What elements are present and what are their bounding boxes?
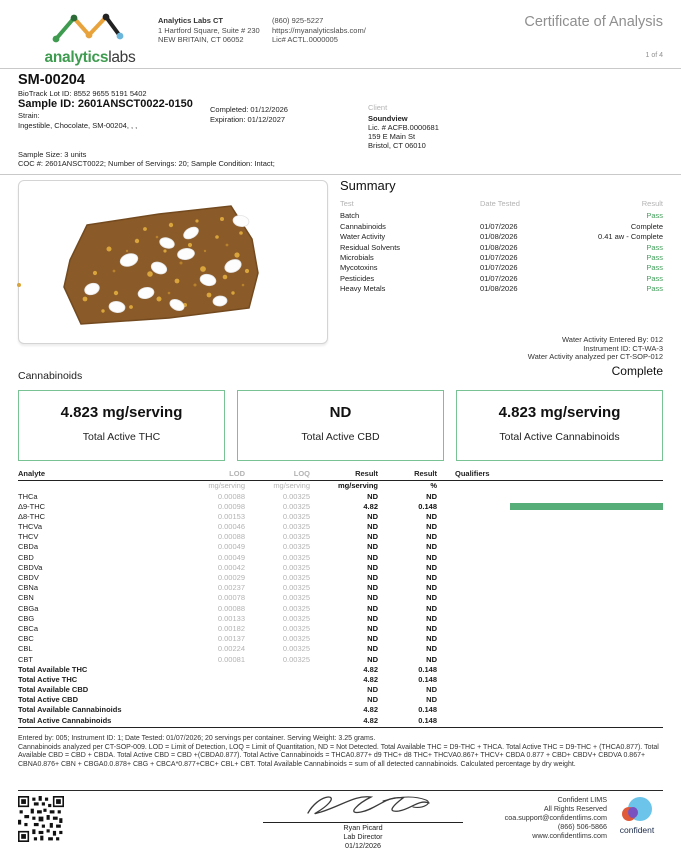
card-value: 4.823 mg/serving [60, 404, 183, 421]
analyte-lod: 0.00137 [217, 634, 245, 644]
analyte-row [18, 502, 663, 512]
analyte-loq: 0.00325 [282, 501, 310, 511]
analyte-row [18, 593, 663, 603]
lims-info-block [505, 795, 607, 840]
analyte-loq: 0.00325 [282, 613, 310, 623]
summary-test: Pesticides [340, 273, 375, 283]
analyte-result-pct: ND [426, 491, 437, 501]
header [0, 0, 681, 69]
summary-col-result: Result [641, 199, 663, 208]
lab-phone: (860) 925-5227 [272, 16, 324, 25]
analyte-result-pct: ND [426, 573, 437, 582]
lims-website-link[interactable]: www.confidentlims.com [532, 831, 607, 840]
analyte-result-pct: 0.148 [418, 501, 437, 511]
analyte-row [18, 624, 663, 634]
analyte-lod: 0.00046 [217, 522, 245, 532]
analyte-loq: 0.00325 [282, 623, 310, 633]
analyte-qualifier-cell [437, 503, 663, 510]
summary-row [340, 284, 663, 294]
analyte-loq: 0.00325 [282, 491, 310, 501]
lab-address-block [158, 16, 260, 45]
product-photo [18, 180, 328, 344]
summary-test: Residual Solvents [340, 242, 401, 252]
analyte-loq: 0.00325 [282, 593, 310, 603]
analyte-result-pct: ND [426, 511, 437, 521]
cannabinoid-card [18, 390, 225, 461]
analyte-name: THCVa [18, 522, 43, 532]
analyte-name: CBGa [18, 603, 39, 613]
total-result-mg: 4.82 [363, 674, 378, 684]
page-number: 1 of 4 [645, 52, 663, 59]
total-result-mg: 4.82 [363, 705, 378, 715]
cannabinoid-cards [18, 390, 663, 461]
analyte-result-pct: ND [426, 522, 437, 532]
strain-label: Strain: [18, 111, 40, 120]
analyte-result-mg: ND [367, 573, 378, 582]
summary-col-test: Test [340, 199, 354, 208]
lab-name: Analytics Labs CT [158, 16, 224, 25]
analyte-result-mg: ND [367, 603, 378, 613]
analyte-result-pct: ND [426, 593, 437, 603]
analyte-name: CBDa [18, 542, 39, 552]
cannabinoid-card [456, 390, 663, 461]
water-activity-notes [528, 336, 663, 362]
logo-word-labs: labs [108, 49, 136, 66]
total-label: Total Active CBD [18, 695, 79, 705]
card-value: 4.823 mg/serving [498, 404, 621, 421]
analyte-result-pct: ND [426, 654, 437, 664]
document-title: Certificate of Analysis [524, 14, 663, 30]
analyte-unit: mg/serving [273, 481, 310, 490]
summary-row [340, 222, 663, 232]
summary-result: 0.41 aw - Complete [597, 232, 663, 242]
confident-logo-icon [622, 797, 652, 823]
analyte-name: CBG [18, 613, 35, 623]
card-label: Total Active Cannabinoids [499, 431, 620, 443]
logo-word-analytics: analytics [44, 49, 109, 66]
analyte-row [18, 512, 663, 522]
qr-code [18, 796, 64, 842]
chocolate-bark-image [19, 181, 327, 343]
analyte-lod: 0.00049 [217, 552, 245, 562]
analyte-col-header: Result [355, 469, 378, 478]
total-row [18, 695, 663, 705]
summary-row [340, 243, 663, 253]
analyte-lod: 0.00042 [217, 562, 245, 572]
summary-date: 01/08/2026 [480, 232, 518, 242]
analyte-result-pct: ND [426, 562, 437, 572]
analyte-loq: 0.00325 [282, 634, 310, 644]
summary-test: Microbials [340, 252, 374, 262]
analyte-loq: 0.00325 [282, 522, 310, 532]
analyte-row [18, 644, 663, 654]
analyte-lod: 0.00224 [217, 644, 245, 654]
analyte-name: CBCa [18, 623, 39, 633]
analyte-col-header: LOQ [293, 469, 310, 478]
summary-result: Pass [646, 252, 663, 262]
biotrack-lot-id: BioTrack Lot ID: 8552 9655 5191 5402 [18, 89, 147, 98]
logo-wordmark [26, 49, 154, 67]
dates-block [210, 105, 288, 125]
summary-header-row [340, 199, 663, 209]
analyte-lod: 0.00088 [217, 603, 245, 613]
lab-address-line2: NEW BRITAIN, CT 06052 [158, 35, 244, 44]
analyte-row [18, 532, 663, 542]
summary-date: 01/08/2026 [480, 242, 518, 252]
analyte-loq: 0.00325 [282, 573, 310, 582]
analyte-lod: 0.00237 [217, 583, 245, 593]
summary-title: Summary [340, 178, 396, 193]
analyte-unit: mg/serving [337, 481, 378, 490]
total-label: Total Available THC [18, 664, 88, 674]
footnote-line2: Cannabinoids analyzed per CT-SOP-009. LOD = Limit of Detection, LOQ = Limit of Quantitation, ND = Not Detected. Total Available THC = D9-THC + THCA. Total Active THC = D9-THC + (THCA0.877). Total Available CBD = CBD + CBDA. Total Active CBD = CBD +(CBDA0.877). Total Active Cannabinoids = THCA0.877+ d9 THC+ d8 THC+ THCVA0.867+ THCV+ CBDA 0.877 + CBD+ CBDV+ CBDVA 0.867+ CBNA0.876+ CBN + CBGA0.0.878+ CBG + CBCA*0.877+CBC+ CBL+ CBT. Total Available Cannabinoids = sum of all detected cannabinoids. Calculated percentage by dry weight. [18, 743, 659, 768]
summary-test: Heavy Metals [340, 284, 386, 294]
analyte-loq: 0.00325 [282, 644, 310, 654]
analyte-result-mg: 4.82 [363, 501, 378, 511]
client-license: Lic. # ACFB.0000681 [368, 123, 439, 132]
lab-address-line1: 1 Hartford Square, Suite # 230 [158, 25, 260, 35]
analyte-result-mg: ND [367, 644, 378, 654]
analyte-loq: 0.00325 [282, 603, 310, 613]
total-result-pct: 0.148 [418, 664, 437, 674]
signature-scribble [263, 791, 463, 817]
analyte-col-header: Result [414, 469, 437, 478]
analyte-result-mg: ND [367, 654, 378, 664]
signer-name: Ryan Picard [343, 823, 383, 832]
analyte-loq: 0.00325 [282, 583, 310, 593]
analyte-lod: 0.00088 [217, 532, 245, 542]
cannabinoids-heading-row [18, 366, 663, 384]
cannabinoid-card [237, 390, 444, 461]
analyte-result-mg: ND [367, 491, 378, 501]
analyte-loq: 0.00325 [282, 562, 310, 572]
analyte-result-mg: ND [367, 634, 378, 644]
total-result-pct: 0.148 [418, 674, 437, 684]
client-address1: 159 E Main St [368, 132, 416, 141]
summary-row [340, 232, 663, 242]
analyte-result-pct: ND [426, 542, 437, 552]
lims-phone: (866) 506-5866 [557, 822, 607, 831]
analyte-result-mg: ND [367, 542, 378, 552]
summary-row [340, 263, 663, 273]
analyte-result-mg: ND [367, 613, 378, 623]
lims-name: Confident LIMS [557, 795, 607, 804]
logo-zigzag-icon [48, 10, 132, 44]
analyte-result-pct: ND [426, 644, 437, 654]
analyte-lod: 0.00088 [217, 491, 245, 501]
wa-entered-by: Water Activity Entered By: 012 [561, 335, 663, 344]
card-label: Total Active CBD [301, 431, 380, 443]
table-bottom-rule [18, 727, 663, 728]
analyte-unit: % [430, 481, 437, 490]
divider [0, 174, 681, 175]
summary-section [340, 178, 663, 295]
total-result-pct: 0.148 [418, 705, 437, 715]
confident-wordmark: confident [619, 825, 655, 835]
sample-id: Sample ID: 2601ANSCT0022-0150 [18, 98, 193, 110]
analyte-lod: 0.00029 [217, 573, 245, 582]
lims-rights: All Rights Reserved [543, 804, 607, 813]
analyte-unit: mg/serving [208, 481, 245, 490]
analyte-result-mg: ND [367, 623, 378, 633]
total-result-mg: 4.82 [363, 715, 378, 725]
summary-row [340, 274, 663, 284]
cannabinoids-status: Complete [611, 364, 663, 378]
analyte-col-header: Qualifiers [455, 469, 490, 478]
summary-row [340, 253, 663, 263]
card-label: Total Active THC [82, 431, 161, 443]
signature-block [263, 791, 463, 850]
analytics-labs-logo [26, 10, 154, 67]
product-description: Ingestible, Chocolate, SM-00204, , , [18, 121, 138, 130]
wa-instrument: Instrument ID: CT-WA-3 [583, 343, 663, 353]
summary-date: 01/07/2026 [480, 221, 518, 231]
analyte-name: CBD [18, 552, 34, 562]
summary-col-date: Date Tested [480, 199, 520, 208]
analyte-loq: 0.00325 [282, 542, 310, 552]
analyte-name: CBN [18, 593, 34, 603]
analyte-result-mg: ND [367, 583, 378, 593]
analyte-units-row [18, 481, 663, 492]
analyte-name: CBL [18, 644, 33, 654]
analyte-name: CBC [18, 634, 34, 644]
total-result-mg: ND [367, 695, 378, 705]
total-label: Total Available CBD [18, 685, 89, 695]
analyte-result-mg: ND [367, 562, 378, 572]
analyte-lod: 0.00182 [217, 623, 245, 633]
analyte-result-mg: ND [367, 552, 378, 562]
summary-date: 01/07/2026 [480, 263, 518, 273]
footer [18, 790, 663, 850]
analyte-loq: 0.00325 [282, 654, 310, 664]
analyte-result-pct: ND [426, 583, 437, 593]
summary-result: Pass [646, 263, 663, 273]
analyte-row [18, 553, 663, 563]
summary-date: 01/08/2026 [480, 284, 518, 294]
analyte-row [18, 573, 663, 583]
total-label: Total Available Cannabinoids [18, 705, 122, 715]
summary-result: Pass [646, 284, 663, 294]
analyte-result-pct: ND [426, 613, 437, 623]
card-value: ND [329, 404, 352, 421]
summary-test: Mycotoxins [340, 263, 378, 273]
lab-contact-block [272, 16, 366, 45]
analyte-lod: 0.00098 [217, 501, 245, 511]
expiration-date: Expiration: 01/12/2027 [210, 115, 286, 124]
signer-title: Lab Director [343, 832, 383, 841]
total-result-mg: 4.82 [363, 664, 378, 674]
analyte-loq: 0.00325 [282, 552, 310, 562]
analyte-row [18, 542, 663, 552]
total-result-pct: ND [426, 685, 437, 695]
analyte-name: Δ9-THC [18, 501, 46, 511]
total-row [18, 675, 663, 685]
total-row [18, 705, 663, 715]
analyte-result-pct: ND [426, 623, 437, 633]
analyte-result-mg: ND [367, 532, 378, 542]
analyte-lod: 0.00081 [217, 654, 245, 664]
analyte-name: THCV [18, 532, 39, 542]
completed-date: Completed: 01/12/2026 [210, 105, 288, 114]
analyte-lod: 0.00078 [217, 593, 245, 603]
result-bar [510, 503, 663, 510]
analyte-row [18, 522, 663, 532]
analyte-row [18, 634, 663, 644]
total-result-pct: ND [426, 695, 437, 705]
summary-test: Cannabinoids [340, 221, 386, 231]
total-result-pct: 0.148 [418, 715, 437, 725]
analyte-row [18, 563, 663, 573]
cannabinoids-title: Cannabinoids [18, 370, 83, 382]
analyte-result-pct: ND [426, 552, 437, 562]
summary-result: Pass [646, 242, 663, 252]
client-block [368, 103, 439, 150]
lab-license: Lic# ACTL.0000005 [272, 35, 338, 44]
client-name: Soundview [368, 114, 408, 123]
analyte-row [18, 604, 663, 614]
analyte-result-mg: ND [367, 593, 378, 603]
summary-date [480, 211, 592, 221]
analyte-lod: 0.00133 [217, 613, 245, 623]
analyte-name: Δ8-THC [18, 511, 46, 521]
sign-date: 01/12/2026 [345, 841, 381, 850]
summary-result: Pass [646, 211, 663, 221]
analyte-name: CBT [18, 654, 33, 664]
wa-analyzed-per: Water Activity analyzed per CT-SOP-012 [527, 352, 663, 361]
analyte-loq: 0.00325 [282, 532, 310, 542]
total-label: Total Active Cannabinoids [18, 715, 112, 725]
analyte-header-row [18, 468, 663, 481]
analyte-result-pct: ND [426, 532, 437, 542]
analyte-name: CBNa [18, 583, 39, 593]
analyte-result-mg: ND [367, 511, 378, 521]
analyte-name: CBDVa [18, 562, 43, 572]
footnotes [18, 735, 663, 769]
total-label: Total Active THC [18, 674, 78, 684]
analyte-name: THCa [18, 491, 38, 501]
analyte-col-header: Analyte [18, 469, 46, 478]
client-address2: Bristol, CT 06010 [368, 141, 426, 150]
analyte-name: CBDV [18, 573, 39, 582]
summary-row [340, 211, 663, 221]
analyte-result-mg: ND [367, 522, 378, 532]
lab-website-link[interactable]: https://myanalyticslabs.com/ [272, 25, 366, 35]
sample-sm-id: SM-00204 [18, 72, 85, 88]
summary-date: 01/07/2026 [480, 273, 518, 283]
lims-email-link[interactable]: coa.support@confidentlims.com [504, 813, 607, 822]
client-label: Client [368, 103, 388, 112]
analyte-col-header: LOD [229, 469, 245, 478]
total-row [18, 665, 663, 675]
total-row [18, 685, 663, 695]
summary-result: Complete [630, 221, 663, 231]
analyte-lod: 0.00153 [217, 511, 245, 521]
analyte-table [18, 468, 663, 728]
analyte-result-pct: ND [426, 634, 437, 644]
summary-result: Pass [646, 273, 663, 283]
sample-size: Sample Size: 3 units [18, 150, 87, 159]
footnote-line1: Entered by: 005; Instrument ID: 1; Date Tested: 01/07/2026; 20 servings per container. Serving Weight: 3.25 grams. [18, 735, 376, 742]
analyte-row [18, 583, 663, 593]
coc-line: COC #: 2601ANSCT0022; Number of Servings: 20; Sample Condition: Intact; [18, 159, 275, 168]
total-result-mg: ND [367, 685, 378, 695]
analyte-row [18, 655, 663, 665]
analyte-row [18, 492, 663, 502]
summary-date: 01/07/2026 [480, 252, 518, 262]
summary-test: Water Activity [340, 232, 386, 242]
total-row [18, 716, 663, 726]
analyte-lod: 0.00049 [217, 542, 245, 552]
analyte-loq: 0.00325 [282, 511, 310, 521]
analyte-result-pct: ND [426, 603, 437, 613]
sample-info-section [18, 72, 663, 172]
analyte-row [18, 614, 663, 624]
confident-logo [611, 797, 663, 835]
summary-test: Batch [340, 211, 360, 221]
